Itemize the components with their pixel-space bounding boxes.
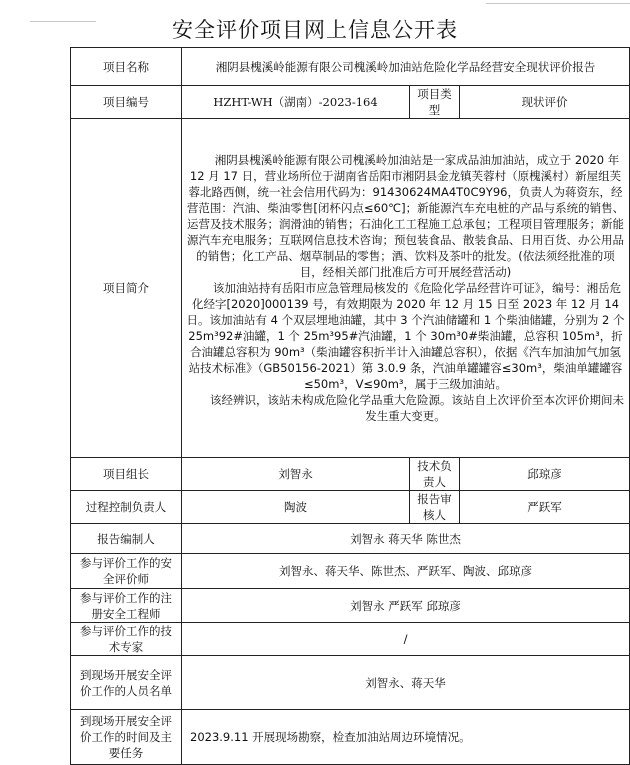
value-leader: 刘智永: [182, 458, 410, 491]
label-project-no: 项目编号: [71, 86, 182, 119]
intro-paragraph-1: 湘阴县槐溪岭能源有限公司槐溪岭加油站是一家成品油加油站，成立于 2020 年 12 月 17 日，营业场所位于湖南省岳阳市湘阴县金龙镇芙蓉村（原槐溪村）新屋组芙蓉北路西侧，统一社会信用代码为：91430624MA4T0C9Y96，负责人为蒋资东，经营范围：汽油、柴油零售[闭杯闪点≤60℃]；新能源汽车充电桩的产品与系统的销售、运营及技术服务；润滑油的销售；石油化工工程施工总承包；工程项目管理服务；新能源汽车充电服务；互联网信息技术咨询；预包装食品、散装食品、日用百货、办公用品的销售；化工产品、烟草制品的零售；酒、饮料及茶叶的批发。(依法须经批准的项目，经相关部门批准后方可开展经营活动): [186, 153, 625, 279]
row-intro: [71, 119, 630, 458]
label-project-type: 项目类型: [410, 86, 460, 119]
label-process-ctrl: 过程控制负责人: [71, 491, 182, 524]
label-project-name: 项目名称: [71, 48, 182, 86]
decorative-line-right: [486, 3, 630, 4]
label-evaluators: 参与评价工作的安全评价师: [71, 554, 182, 589]
intro-paragraph-3: 该经辨识，该站未构成危险化学品重大危险源。该站自上次评价至本次评价期间未发生重大变更。: [210, 393, 624, 423]
label-report-author: 报告编制人: [71, 524, 182, 554]
value-project-no: HZHT-WH（湖南）-2023-164: [182, 86, 410, 119]
label-site-staff: 到现场开展安全评价工作的人员名单: [71, 656, 182, 710]
intro-paragraph-2: 该加油站持有岳阳市应急管理局核发的《危险化学品经营许可证》，编号：湘岳危化经字[2020]000139 号，有效期限为 2020 年 12 月 15 日至 2023 年 12 月 14 日。该加油站有 4 个双层埋地油罐，其中 3 个汽油储罐和 1 个柴油储罐，分别为 2 个 25m³92#油罐，1 个 25m³95#汽油罐，1 个 30m³0#柴油罐，总容积 105m³，折合油罐总容积为 90m³（柴油罐容积折半计入油罐总容积），依据《汽车加油加气加氢站技术标准》（GB50156-2021）第 3.0.9 条，汽油单罐罐容≤30m³，柴油单罐罐容≤50m³，V≤90m³，属于三级加油站。: [186, 281, 625, 391]
row-process-ctrl: [71, 491, 630, 524]
info-table: [70, 47, 630, 765]
label-engineers: 参与评价工作的注册安全工程师: [71, 589, 182, 623]
value-project-type: 现状评价: [460, 86, 630, 119]
value-report-author: 刘智永 蒋天华 陈世杰: [182, 524, 630, 554]
row-project-name: [71, 48, 630, 86]
value-tech-lead: 邱琼彦: [460, 458, 630, 491]
label-tech-lead: 技术负责人: [410, 458, 460, 491]
value-report-review: 严跃军: [460, 491, 630, 524]
value-engineers: 刘智永 严跃军 邱琼彦: [182, 589, 630, 623]
label-site-time: 到现场开展安全评价工作的时间及主要任务: [71, 710, 182, 765]
label-leader: 项目组长: [71, 458, 182, 491]
value-experts: /: [182, 623, 630, 656]
label-experts: 参与评价工作的技术专家: [71, 623, 182, 656]
label-intro: 项目简介: [71, 119, 182, 458]
row-project-no: [71, 86, 630, 119]
row-leader: [71, 458, 630, 491]
row-report-author: [71, 524, 630, 554]
page-title: 安全评价项目网上信息公开表: [172, 18, 458, 42]
row-site-staff: [71, 656, 630, 710]
row-evaluators: [71, 554, 630, 589]
value-project-name: 湘阴县槐溪岭能源有限公司槐溪岭加油站危险化学品经营安全现状评价报告: [182, 48, 630, 86]
value-evaluators: 刘智永、蒋天华、陈世杰、严跃军、陶波、邱琼彦: [182, 554, 630, 589]
value-site-staff: 刘智永、蒋天华: [182, 656, 630, 710]
value-site-time: 2023.9.11 开展现场勘察，检查加油站周边环境情况。: [182, 710, 630, 765]
value-process-ctrl: 陶波: [182, 491, 410, 524]
label-report-review: 报告审核人: [410, 491, 460, 524]
row-experts: [71, 623, 630, 656]
value-intro: [182, 119, 630, 458]
row-site-time: [71, 710, 630, 765]
row-engineers: [71, 589, 630, 623]
